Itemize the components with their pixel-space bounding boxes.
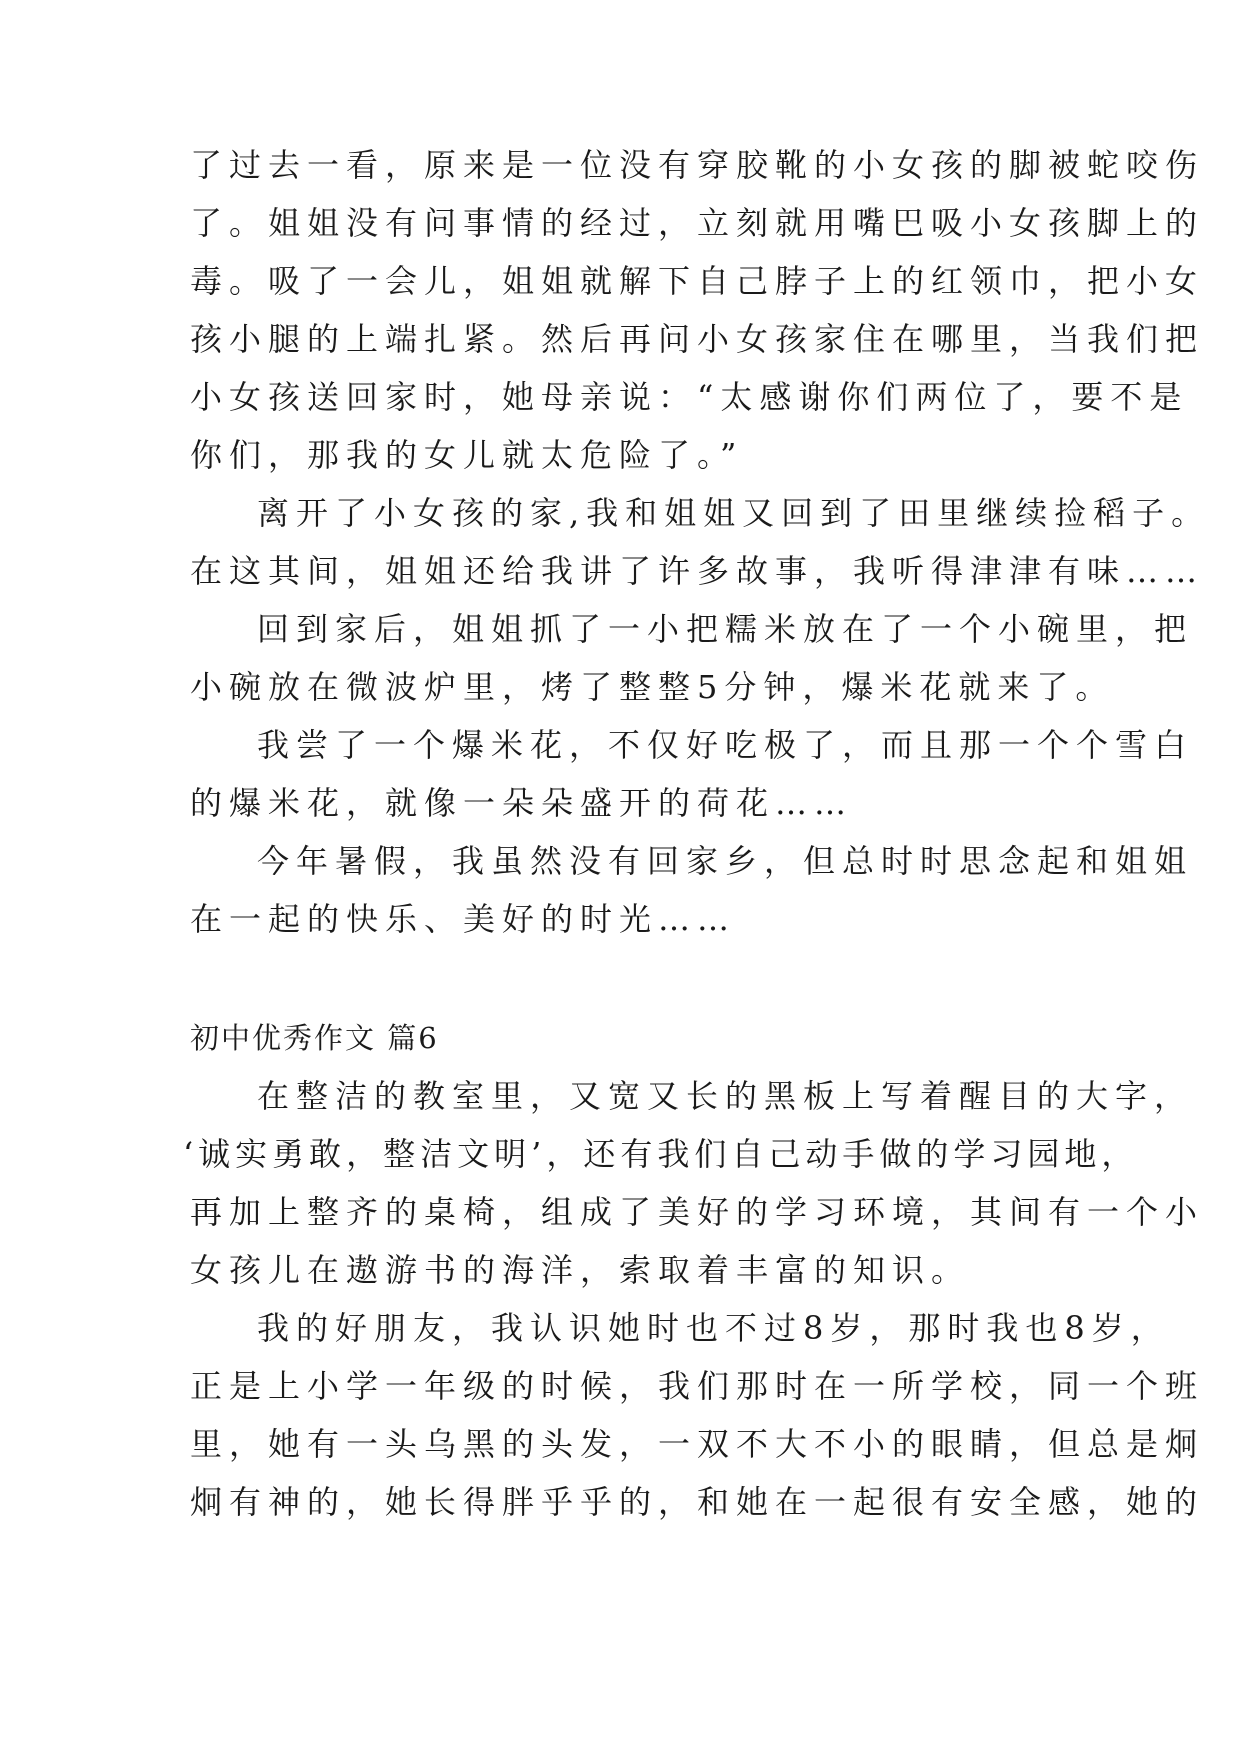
body-line: 的爆米花，就像一朵朵盛开的荷花…… xyxy=(190,784,854,822)
body-line: 女孩儿在遨游书的海洋，索取着丰富的知识。 xyxy=(190,1251,971,1289)
body-line: 孩小腿的上端扎紧。然后再问小女孩家住在哪里，当我们把 xyxy=(190,320,1205,358)
paragraph-first-line: 在整洁的教室里，又宽又长的黑板上写着醒目的大字， xyxy=(257,1077,1194,1115)
paragraph-first-line: 我尝了一个爆米花，不仅好吃极了，而且那一个个雪白 xyxy=(257,726,1194,764)
body-line: 炯有神的，她长得胖乎乎的，和她在一起很有安全感，她的 xyxy=(190,1483,1205,1521)
paragraph-first-line: 今年暑假，我虽然没有回家乡，但总时时思念起和姐姐 xyxy=(257,842,1194,880)
body-line: 小碗放在微波炉里，烤了整整5分钟，爆米花就来了。 xyxy=(190,668,1115,706)
paragraph-first-line: 回到家后，姐姐抓了一小把糯米放在了一个小碗里，把 xyxy=(257,610,1194,648)
body-line: 正是上小学一年级的时候，我们那时在一所学校，同一个班 xyxy=(190,1367,1205,1405)
body-line: 在一起的快乐、美好的时光…… xyxy=(190,900,737,938)
body-line: ‘诚实勇敢，整洁文明’，还有我们自己动手做的学习园地， xyxy=(183,1135,1139,1173)
body-line: 毒。吸了一会儿，姐姐就解下自己脖子上的红领巾，把小女 xyxy=(190,262,1205,300)
body-line: 再加上整齐的桌椅，组成了美好的学习环境，其间有一个小 xyxy=(190,1193,1205,1231)
body-line: 里，她有一头乌黑的头发，一双不大不小的眼睛，但总是炯 xyxy=(190,1425,1205,1463)
body-line: 了。姐姐没有问事情的经过，立刻就用嘴巴吸小女孩脚上的 xyxy=(190,204,1205,242)
body-line: 你们，那我的女儿就太危险了。” xyxy=(190,436,744,474)
body-line: 了过去一看，原来是一位没有穿胶靴的小女孩的脚被蛇咬伤 xyxy=(190,146,1205,184)
body-line: 小女孩送回家时，她母亲说：“太感谢你们两位了，要不是 xyxy=(190,378,1189,416)
paragraph-first-line: 我的好朋友，我认识她时也不过8岁，那时我也8岁， xyxy=(257,1309,1170,1347)
body-line: 在这其间，姐姐还给我讲了许多故事，我听得津津有味…… xyxy=(190,552,1205,590)
paragraph-first-line: 离开了小女孩的家,我和姐姐又回到了田里继续捡稻子。 xyxy=(257,494,1211,532)
section-heading: 初中优秀作文 篇6 xyxy=(190,1021,439,1055)
